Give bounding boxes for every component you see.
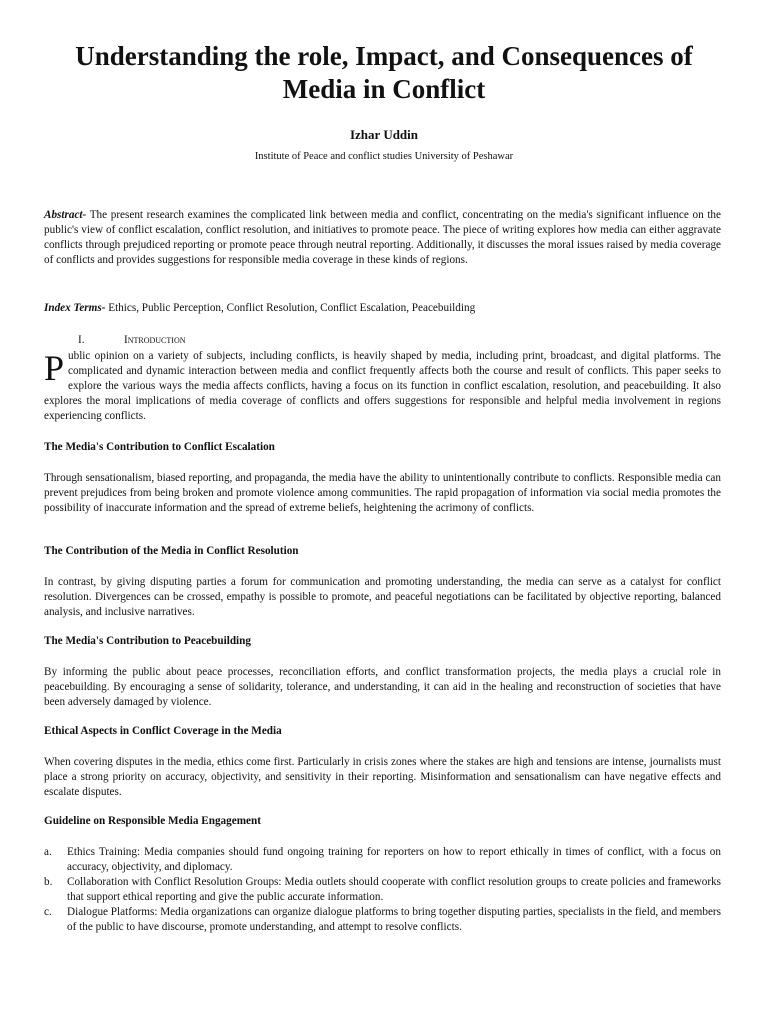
list-item-text: Dialogue Platforms: Media organizations can organize dialogue platforms to bring together disputing parties, specialists in the field, and members of the public to have discourse, promote understanding, and attempt to resolve conflicts. (67, 906, 721, 933)
author-affiliation: Institute of Peace and conflict studies University of Peshawar (254, 151, 514, 162)
section-title: Guideline on Responsible Media Engagement (44, 815, 261, 827)
index-terms (44, 301, 721, 316)
author-name: Izhar Uddin (349, 127, 419, 142)
section-title: The Contribution of the Media in Conflict Resolution (44, 545, 299, 557)
section-body: When covering disputes in the media, ethics come first. Particularly in crisis zones where the stakes are high and tensions are intense, journalists must place a strong priority on accuracy, objectivity, and sensitivity in their reporting. Misinformation and sensationalism can have negative effects and escalate disputes. (44, 756, 721, 798)
list-marker: c. (44, 906, 52, 918)
abstract-text: The present research examines the complicated link between media and conflict, concentrating on the media's significant influence on the public's view of conflict escalation, conflict resolution, and initiatives to promote peace. The piece of writing explores how media can either aggravate conflicts through prejudiced reporting or promote peace through neutral reporting. Additionally, it discusses the moral issues raised by media coverage of conflicts and provides suggestions for responsible media coverage in these kinds of regions. (44, 209, 721, 266)
section-title: The Media's Contribution to Conflict Escalation (44, 441, 275, 453)
abstract-label: Abstract- (44, 209, 87, 221)
section-body: By informing the public about peace processes, reconciliation efforts, and conflict transformation projects, the media plays a crucial role in peacebuilding. By encouraging a sense of solidarity, tolerance, and understanding, it can aid in the healing and reconstruction of societies that have been adversely damaged by violence. (44, 666, 721, 708)
section-number: I. (78, 334, 85, 346)
list-item-text: Collaboration with Conflict Resolution Groups: Media outlets should cooperate with conflict resolution groups to create policies and frameworks that support ethical reporting and give the public accurate information. (67, 876, 721, 903)
introduction-heading (78, 334, 186, 346)
section-title: Ethical Aspects in Conflict Coverage in the Media (44, 725, 282, 737)
list-marker: b. (44, 876, 53, 888)
abstract (44, 208, 721, 268)
introduction-text: ublic opinion on a variety of subjects, including conflicts, is heavily shaped by media, including print, broadcast, and digital platforms. The complicated and dynamic interaction between media and conflict frequently affects both the course and result of conflicts. This paper seeks to explore the various ways the media affects conflicts, having a focus on its function in conflict escalation, resolution, and peacebuilding. It also explores the moral implications of media coverage of conflicts and offers suggestions for responsible and helpful media involvement in regions experiencing conflicts. (44, 350, 721, 422)
index-terms-label: Index Terms- (44, 302, 106, 314)
list-item (44, 845, 721, 875)
list-item (44, 905, 721, 935)
list-item-text: Ethics Training: Media companies should fund ongoing training for reporters on how to report ethically in times of conflict, with a focus on accuracy, objectivity, and diplomacy. (67, 846, 721, 873)
section-heading: Introduction (124, 334, 186, 346)
paper-title: Understanding the role, Impact, and Consequences of Media in Conflict (75, 41, 693, 104)
guideline-list (44, 845, 721, 935)
section-body: In contrast, by giving disputing parties a forum for communication and promoting understanding, the media can serve as a catalyst for conflict resolution. Divergences can be crossed, empathy is possible to promote, and peaceful negotiations can be facilitated by objective reporting, balanced analysis, and inclusive narratives. (44, 576, 721, 618)
index-terms-text: Ethics, Public Perception, Conflict Resolution, Conflict Escalation, Peacebuilding (105, 302, 476, 314)
section-title: The Media's Contribution to Peacebuilding (44, 635, 251, 647)
introduction-paragraph (44, 349, 721, 424)
list-marker: a. (44, 846, 52, 858)
drop-cap: P (44, 348, 65, 388)
list-item (44, 875, 721, 905)
section-body: Through sensationalism, biased reporting, and propaganda, the media have the ability to unintentionally contribute to conflicts. Responsible media can prevent prejudices from being broken and promote violence among communities. The rapid propagation of information via social media promotes the possibility of inaccurate information and the spread of extreme beliefs, heightening the acrimony of conflicts. (44, 472, 721, 514)
